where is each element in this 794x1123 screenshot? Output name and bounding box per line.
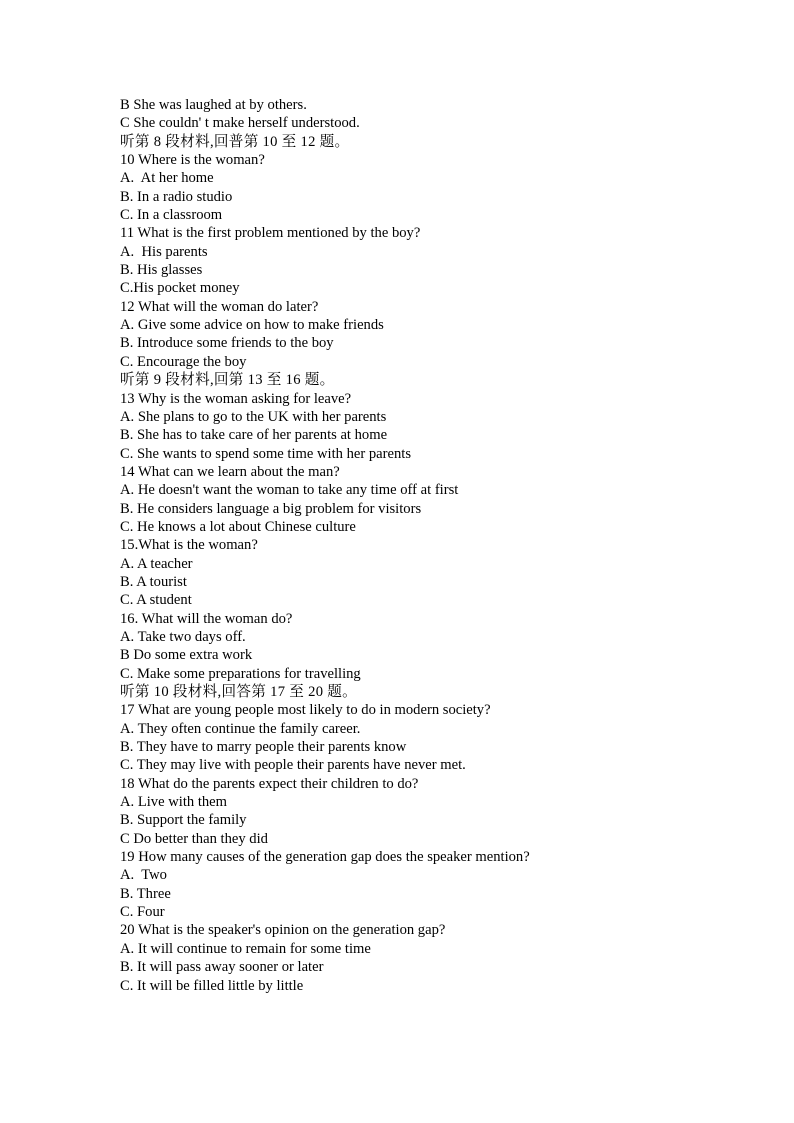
option-line: A. Take two days off. bbox=[120, 628, 246, 645]
option-line: B. It will pass away sooner or later bbox=[120, 959, 324, 976]
option-line: B. They have to marry people their parents know bbox=[120, 739, 407, 756]
question-line: 12 What will the woman do later? bbox=[120, 298, 319, 315]
option-line: B. Three bbox=[120, 885, 171, 902]
option-line: A. They often continue the family career. bbox=[120, 720, 361, 737]
option-line: B She was laughed at by others. bbox=[120, 97, 307, 113]
question-line: 18 What do the parents expect their children to do? bbox=[120, 775, 419, 792]
option-line: C. He knows a lot about Chinese culture bbox=[120, 518, 356, 535]
question-line: 20 What is the speaker's opinion on the generation gap? bbox=[120, 922, 446, 939]
question-line: 10 Where is the woman? bbox=[120, 152, 265, 169]
option-line: A. She plans to go to the UK with her parents bbox=[120, 408, 387, 425]
option-line: C She couldn' t make herself understood. bbox=[120, 115, 360, 132]
option-line: A. It will continue to remain for some time bbox=[120, 940, 371, 957]
option-line: B. He considers language a big problem for visitors bbox=[120, 500, 422, 517]
option-line: B. She has to take care of her parents at home bbox=[120, 427, 388, 444]
question-line: 14 What can we learn about the man? bbox=[120, 463, 340, 480]
question-line: 15.What is the woman? bbox=[120, 537, 258, 554]
question-line: 19 How many causes of the generation gap does the speaker mention? bbox=[120, 849, 530, 866]
option-line: A. Two bbox=[120, 867, 167, 884]
option-line: C. Four bbox=[120, 904, 165, 921]
option-line: B Do some extra work bbox=[120, 647, 253, 664]
option-line: A. He doesn't want the woman to take any time off at first bbox=[120, 482, 459, 499]
option-line: C. It will be filled little by little bbox=[120, 977, 304, 994]
option-line: B. Introduce some friends to the boy bbox=[120, 335, 334, 352]
option-line: A. Give some advice on how to make friends bbox=[120, 317, 384, 334]
question-line: 11 What is the first problem mentioned by the boy? bbox=[120, 225, 421, 242]
question-line: 13 Why is the woman asking for leave? bbox=[120, 390, 352, 407]
option-line: C. She wants to spend some time with her parents bbox=[120, 445, 412, 462]
option-line: C. Encourage the boy bbox=[120, 353, 247, 370]
document-body bbox=[120, 96, 720, 995]
option-line: B. Support the family bbox=[120, 812, 247, 829]
option-line: C. A student bbox=[120, 592, 192, 609]
option-line: A. His parents bbox=[120, 243, 208, 260]
section-heading: 听第 10 段材料,回答第 17 至 20 题。 bbox=[120, 684, 358, 700]
section-heading: 听第 8 段材料,回普第 10 至 12 题。 bbox=[120, 133, 350, 150]
option-line: C.His pocket money bbox=[120, 280, 240, 297]
option-line: B. In a radio studio bbox=[120, 188, 233, 205]
option-line: C. They may live with people their parents have never met. bbox=[120, 757, 466, 774]
option-line: A. Live with them bbox=[120, 794, 228, 811]
question-line: 17 What are young people most likely to do in modern society? bbox=[120, 702, 491, 719]
option-line: B. His glasses bbox=[120, 262, 203, 279]
option-line: A. A teacher bbox=[120, 555, 193, 572]
option-line: B. A tourist bbox=[120, 573, 187, 590]
option-line: C Do better than they did bbox=[120, 830, 268, 847]
option-line: C. In a classroom bbox=[120, 207, 223, 224]
section-heading: 听第 9 段材料,回第 13 至 16 题。 bbox=[120, 372, 335, 389]
option-line: C. Make some preparations for travelling bbox=[120, 665, 361, 682]
option-line: A. At her home bbox=[120, 170, 214, 187]
question-line: 16. What will the woman do? bbox=[120, 610, 293, 627]
